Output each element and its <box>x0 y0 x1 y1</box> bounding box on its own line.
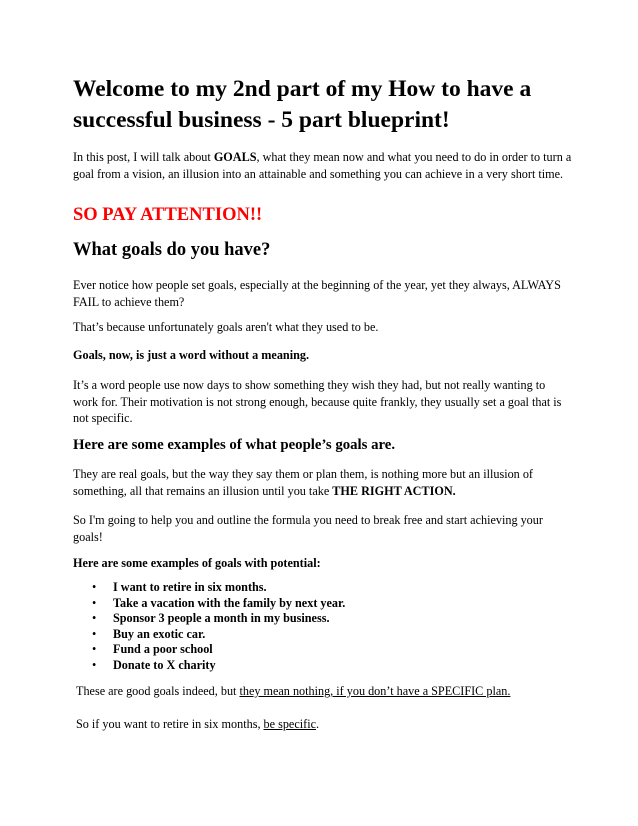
specific-plan-text: they mean nothing, if you don’t have a SPECIFIC plan. <box>239 684 511 698</box>
potential-heading: Here are some examples of goals with potential: <box>73 556 321 570</box>
goal-text: Take a vacation with the family by next year. <box>113 595 346 610</box>
examples-heading: Here are some examples of what people’s goals are. <box>73 437 396 453</box>
goal-text: Sponsor 3 people a month in my business. <box>113 611 330 625</box>
wish-paragraph: It’s a word people use now days to show something they wish they had, but not really wanting to work for. Their motivation is not strong enough, because quite frankly, they usually set a goal that is not specific. <box>73 378 562 425</box>
retire-paragraph <box>76 716 576 733</box>
goal-text: I want to retire in six months. <box>113 580 267 594</box>
bullet-icon: • <box>92 580 97 594</box>
list-item <box>73 611 533 627</box>
bullet-icon: • <box>92 595 97 610</box>
attention-heading: SO PAY ATTENTION!! <box>73 205 263 225</box>
list-item <box>73 627 533 643</box>
goals-question-heading: What goals do you have? <box>73 240 271 260</box>
bullet-icon: • <box>92 626 97 641</box>
list-item <box>73 580 533 596</box>
list-item <box>73 596 533 612</box>
good-goals-paragraph <box>76 683 576 700</box>
goal-text: Fund a poor school <box>113 642 213 656</box>
bullet-icon: • <box>92 642 97 656</box>
intro-paragraph <box>73 149 573 182</box>
intro-text-start: In this post, I will talk about <box>73 150 214 164</box>
real-goals-paragraph <box>73 466 573 499</box>
help-paragraph: So I'm going to help you and outline the formula you need to break free and start achieving your goals! <box>73 513 543 544</box>
real-goals-text: They are real goals, but the way they say them or plan them, is nothing more but an illusion of something, all that remains an illusion until you take <box>73 467 533 498</box>
list-item <box>73 642 533 658</box>
intro-text-end: , what they mean now and what you need to do in order to turn a goal from a vision, an illusion into an attainable and something you can achieve in a very short time. <box>73 150 572 181</box>
right-action-text: THE RIGHT ACTION. <box>332 483 456 498</box>
goal-text: Buy an exotic car. <box>113 626 206 641</box>
page-title: Welcome to my 2nd part of my How to have a successful business - 5 part blueprint! <box>73 76 532 133</box>
list-item <box>73 658 533 674</box>
goals-keyword: GOALS <box>213 150 257 164</box>
word-paragraph: Goals, now, is just a word without a meaning. <box>73 348 309 362</box>
retire-text: So if you want to retire in six months, <box>76 717 264 731</box>
be-specific-text: be specific <box>263 717 316 731</box>
notice-paragraph: Ever notice how people set goals, especially at the beginning of the year, yet they always, ALWAYS FAIL to achieve them? <box>73 278 561 309</box>
bullet-icon: • <box>92 611 97 625</box>
because-paragraph: That’s because unfortunately goals aren't what they used to be. <box>73 320 379 334</box>
bullet-icon: • <box>92 657 97 672</box>
goals-list <box>73 580 533 673</box>
good-goals-text: These are good goals indeed, but <box>76 684 240 698</box>
goal-text: Donate to X charity <box>113 657 216 672</box>
retire-period: . <box>316 717 320 731</box>
